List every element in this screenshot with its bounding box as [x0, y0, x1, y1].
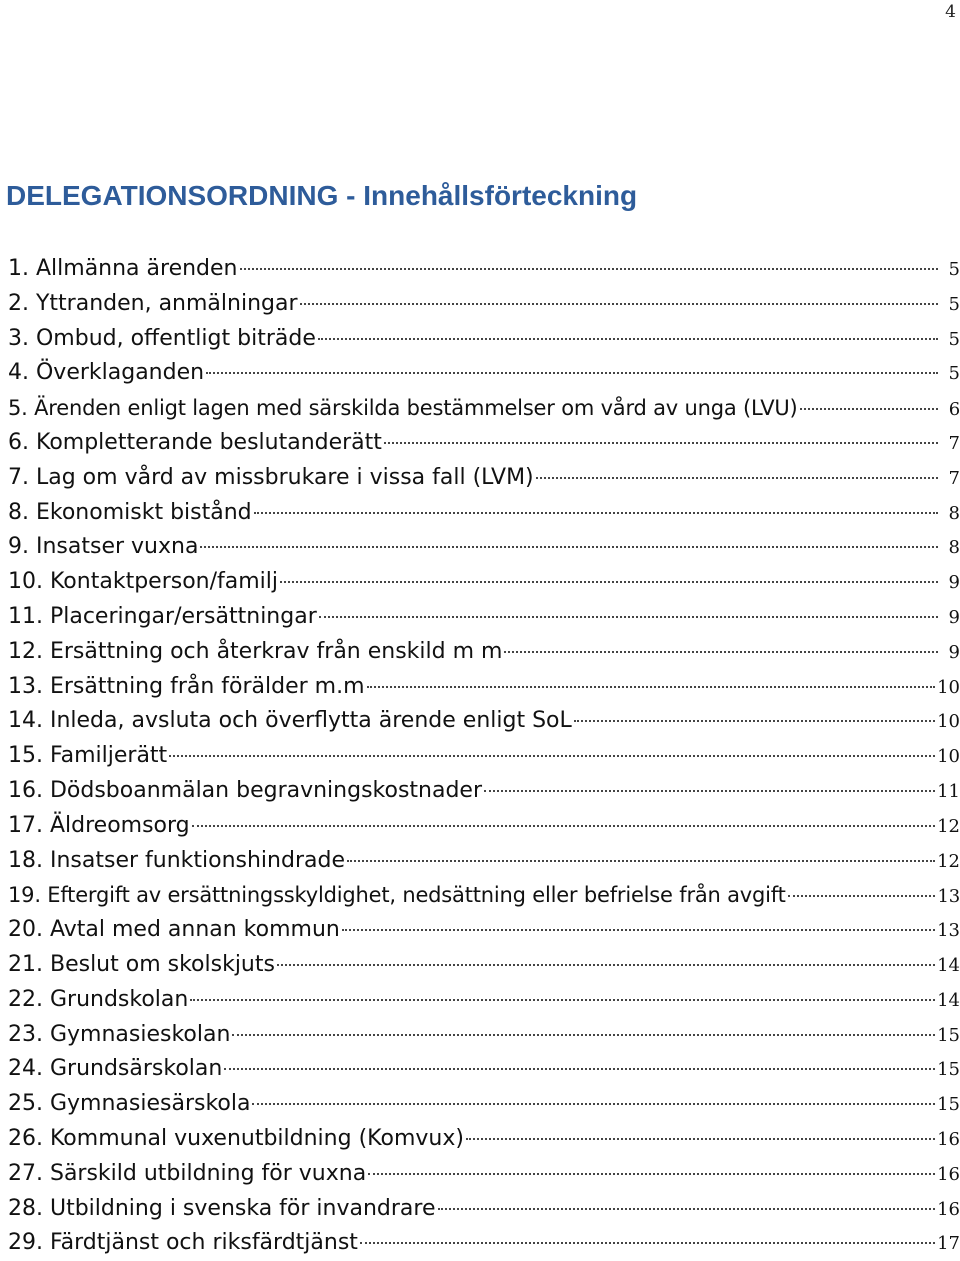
page-number: 4 [945, 2, 956, 22]
dot-leader [300, 303, 938, 305]
toc-entry-label: 21. Beslut om skolskjuts [8, 951, 275, 977]
dot-leader [224, 1068, 935, 1070]
dot-leader [536, 477, 938, 479]
toc-entry[interactable] [8, 600, 960, 635]
dot-leader [192, 825, 935, 827]
toc-entry-label: 13. Ersättning från förälder m.m [8, 673, 365, 699]
toc-entry[interactable] [8, 809, 960, 844]
toc-entry-label: 10. Kontaktperson/familj [8, 569, 279, 595]
toc-entry[interactable] [8, 1157, 960, 1192]
toc-entry-label: 1. Allmänna ärenden [8, 256, 238, 281]
toc-entry-page: 10 [937, 711, 960, 733]
dot-leader [384, 442, 938, 444]
toc-entry-label: 22. Grundskolan [8, 986, 189, 1012]
dot-leader [466, 1138, 935, 1140]
toc-entry-label: 29. Färdtjänst och riksfärdtjänst [8, 1230, 358, 1256]
toc-entry[interactable] [8, 844, 960, 879]
toc-entry-page: 16 [937, 1128, 960, 1150]
toc-entry-page: 12 [937, 850, 960, 872]
toc-entry-label: 23. Gymnasieskolan [8, 1021, 231, 1047]
toc-entry-page: 15 [937, 1094, 960, 1116]
dot-leader [277, 964, 935, 966]
toc-entry-label: 26. Kommunal vuxenutbildning (Komvux) [8, 1125, 464, 1151]
toc-entry-label: 14. Inleda, avsluta och överflytta ärende enligt SoL [8, 708, 572, 734]
toc-entry[interactable] [8, 356, 960, 391]
dot-leader [169, 755, 935, 757]
dot-leader [280, 581, 938, 583]
toc-entry-page: 10 [937, 746, 960, 768]
table-of-contents [8, 252, 960, 1261]
toc-entry[interactable] [8, 322, 960, 357]
toc-entry[interactable] [8, 565, 960, 600]
toc-entry[interactable] [8, 913, 960, 948]
dot-leader [240, 268, 939, 270]
dot-leader [788, 895, 936, 897]
dot-leader [367, 686, 936, 688]
toc-entry-label: 2. Yttranden, anmälningar [8, 290, 298, 316]
toc-entry-label: 25. Gymnasiesärskola [8, 1091, 251, 1117]
dot-leader [252, 1103, 935, 1105]
toc-entry-label: 12. Ersättning och återkrav från enskild m m [8, 638, 503, 664]
toc-entry-label: 5. Ärenden enligt lagen med särskilda bestämmelser om vård av unga (LVU) [8, 396, 798, 421]
dot-leader [200, 546, 938, 548]
dot-leader [800, 408, 938, 410]
toc-entry-page: 8 [948, 537, 960, 559]
dot-leader [484, 790, 935, 792]
toc-entry-label: 6. Kompletterande beslutanderätt [8, 429, 382, 455]
toc-entry[interactable] [8, 948, 960, 983]
toc-entry-page: 5 [948, 293, 960, 315]
toc-entry-label: 28. Utbildning i svenska för invandrare [8, 1195, 436, 1221]
dot-leader [342, 929, 935, 931]
toc-entry-label: 15. Familjerätt [8, 743, 168, 769]
toc-entry-page: 16 [937, 1163, 960, 1185]
toc-entry-label: 19. Eftergift av ersättningsskyldighet, nedsättning eller befrielse från avgift [8, 883, 786, 908]
toc-entry[interactable] [8, 774, 960, 809]
toc-entry[interactable] [8, 391, 960, 426]
toc-entry[interactable] [8, 1052, 960, 1087]
toc-entry-page: 6 [948, 399, 960, 421]
toc-entry-label: 3. Ombud, offentligt biträde [8, 325, 316, 351]
toc-entry-page: 11 [937, 780, 960, 802]
dot-leader [574, 720, 935, 722]
toc-entry-page: 9 [948, 606, 960, 628]
dot-leader [360, 1242, 935, 1244]
toc-entry-page: 5 [948, 328, 960, 350]
toc-entry[interactable] [8, 1122, 960, 1157]
toc-entry[interactable] [8, 461, 960, 496]
dot-leader [206, 372, 938, 374]
toc-entry-label: 24. Grundsärskolan [8, 1056, 223, 1082]
toc-entry[interactable] [8, 635, 960, 670]
toc-entry-page: 17 [937, 1233, 960, 1255]
toc-entry-label: 9. Insatser vuxna [8, 534, 199, 560]
dot-leader [232, 1034, 935, 1036]
toc-entry-page: 7 [948, 432, 960, 454]
toc-entry-page: 15 [937, 1024, 960, 1046]
toc-entry-page: 12 [937, 815, 960, 837]
toc-entry-page: 10 [937, 676, 960, 698]
toc-entry-label: 18. Insatser funktionshindrade [8, 847, 345, 873]
toc-entry[interactable] [8, 496, 960, 531]
dot-leader [504, 651, 938, 653]
toc-entry-label: 8. Ekonomiskt bistånd [8, 499, 252, 525]
dot-leader [368, 1173, 935, 1175]
toc-entry-page: 15 [937, 1059, 960, 1081]
toc-entry-label: 17. Äldreomsorg [8, 812, 190, 838]
dot-leader [319, 616, 938, 618]
toc-entry[interactable] [8, 426, 960, 461]
toc-entry[interactable] [8, 1087, 960, 1122]
dot-leader [254, 512, 938, 514]
toc-entry-page: 14 [937, 989, 960, 1011]
toc-entry-label: 16. Dödsboanmälan begravningskostnader [8, 777, 483, 803]
toc-entry-label: 27. Särskild utbildning för vuxna [8, 1160, 367, 1186]
toc-entry-page: 14 [937, 954, 960, 976]
toc-entry-page: 13 [937, 886, 960, 908]
toc-entry-label: 11. Placeringar/ersättningar [8, 603, 317, 629]
toc-entry[interactable] [8, 1192, 960, 1227]
toc-entry[interactable] [8, 739, 960, 774]
toc-entry-label: 4. Överklaganden [8, 360, 205, 386]
toc-entry-page: 5 [948, 259, 960, 280]
toc-entry[interactable] [8, 287, 960, 322]
dot-leader [318, 338, 938, 340]
toc-entry-label: 7. Lag om vård av missbrukare i vissa fall (LVM) [8, 464, 534, 490]
toc-entry[interactable] [8, 983, 960, 1018]
toc-entry[interactable] [8, 878, 960, 913]
toc-entry[interactable] [8, 670, 960, 705]
toc-entry-page: 9 [948, 641, 960, 663]
dot-leader [347, 860, 935, 862]
toc-entry-label: 20. Avtal med annan kommun [8, 917, 340, 943]
toc-entry-page: 5 [948, 363, 960, 385]
toc-entry[interactable] [8, 704, 960, 739]
toc-entry[interactable] [8, 1018, 960, 1053]
toc-entry[interactable] [8, 530, 960, 565]
toc-entry-page: 8 [948, 502, 960, 524]
dot-leader [190, 999, 935, 1001]
toc-entry-page: 16 [937, 1198, 960, 1220]
toc-entry-page: 7 [948, 467, 960, 489]
toc-entry[interactable] [8, 1226, 960, 1261]
toc-title: DELEGATIONSORDNING - Innehållsförteckning [6, 180, 638, 211]
toc-entry[interactable] [8, 252, 960, 287]
toc-entry-page: 13 [937, 920, 960, 942]
toc-entry-page: 9 [948, 572, 960, 594]
dot-leader [438, 1208, 936, 1210]
